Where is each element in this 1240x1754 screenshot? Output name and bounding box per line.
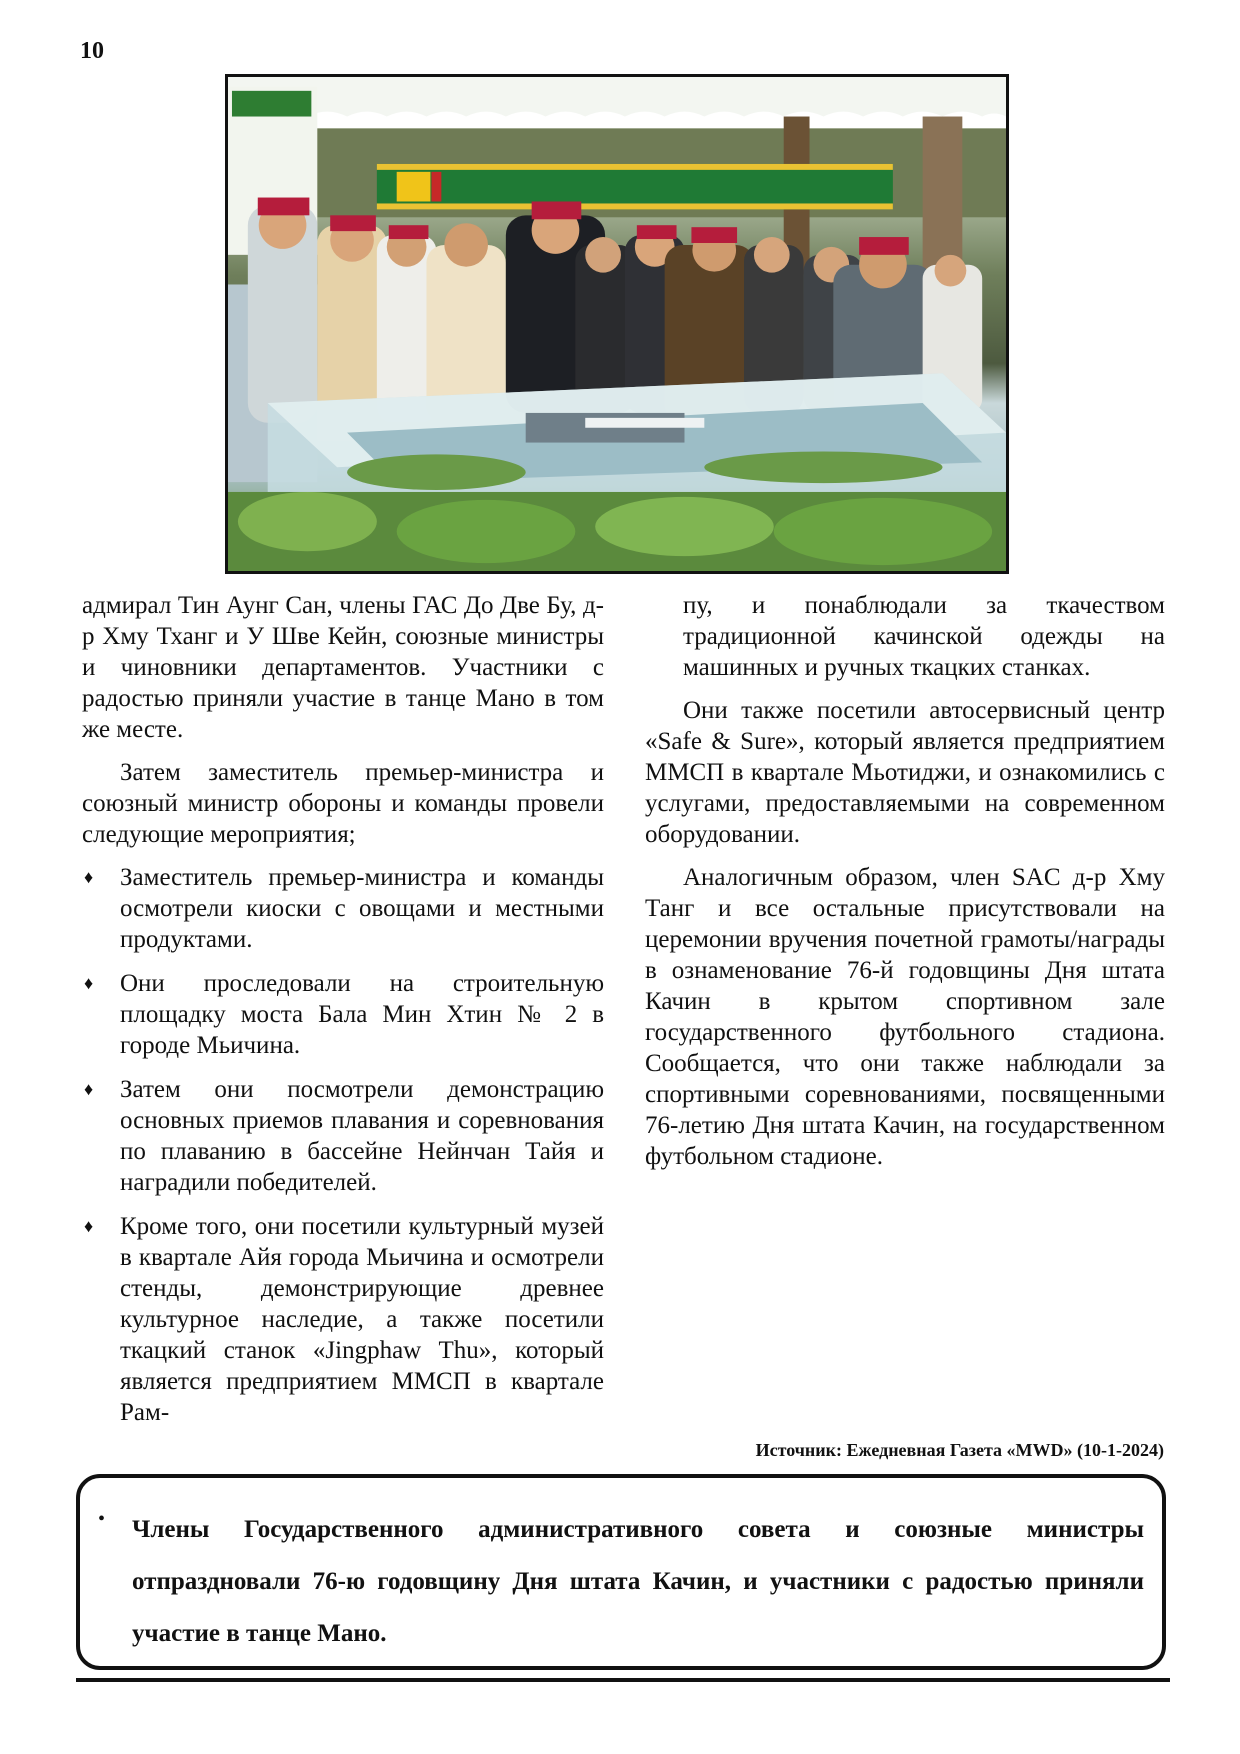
photo-illustration	[228, 77, 1006, 571]
list-item	[82, 862, 604, 955]
bottom-rule	[76, 1678, 1170, 1682]
diamond-bullet-icon: ♦	[84, 1216, 94, 1236]
list-item-text: Затем они посмотрели демонстрацию основных приемов плавания и соревнования по плаванию в бассейне Нейнчан Тайя и наградили победителей.	[120, 1076, 604, 1196]
page-number: 10	[80, 38, 104, 64]
left-paragraph-2: Затем заместитель премьер-министра и союзный министр обороны и команды провели следующие мероприятия;	[82, 759, 604, 848]
right-paragraph-2: Аналогичным образом, член SAC д-р Хму Танг и все остальные присутствовали на церемонии вручения почетной грамоты/награды в ознаменование 76-й годовщины Дня штата Качин в крытом спортивном зале государственного футбольного стадиона. Сообщается, что они также наблюдали за спортивными соревнованиями, посвященными 76-летию Дня штата Качин, на государственном футбольном стадионе.	[645, 864, 1165, 1170]
bullet-icon: •	[98, 1508, 106, 1530]
summary-text: Члены Государственного административного совета и союзные министры отпраздновали 76-ю годовщину Дня штата Качин, и участники с радостью приняли участие в танце Мано.	[132, 1516, 1144, 1647]
diamond-bullet-icon: ♦	[84, 867, 94, 887]
left-paragraph-1: адмирал Тин Аунг Сан, члены ГАС До Две Бу, д-р Хму Тханг и У Шве Кейн, союзные министры и чиновники департаментов. Участники с радостью приняли участие в танце Мано в том же месте.	[82, 592, 604, 743]
summary-box	[76, 1474, 1166, 1670]
right-column	[645, 590, 1165, 1184]
list-item	[82, 1211, 604, 1428]
list-item	[82, 968, 604, 1061]
right-continuation: пу, и понаблюдали за ткачеством традиционной качинской одежды на машинных и ручных ткацких станках.	[683, 592, 1165, 681]
source-credit: Источник: Ежедневная Газета «MWD» (10-1-2024)	[755, 1440, 1164, 1460]
list-item-text: Заместитель премьер-министра и команды осмотрели киоски с овощами и местными продуктами.	[120, 864, 604, 953]
list-item	[82, 1074, 604, 1198]
news-photo	[225, 74, 1009, 574]
diamond-bullet-icon: ♦	[84, 973, 94, 993]
list-item-text: Кроме того, они посетили культурный музей в квартале Айя города Мьичина и осмотрели стенды, демонстрирующие древнее культурное наследие, а также посетили ткацкий станок «Jingphaw Thu», который является предприятием ММСП в квартале Рам-	[120, 1213, 604, 1426]
activity-list	[82, 862, 604, 1428]
diamond-bullet-icon: ♦	[84, 1079, 94, 1099]
list-item-text: Они проследовали на строительную площадку моста Бала Мин Хтин № 2 в городе Мьичина.	[120, 970, 604, 1059]
right-paragraph-1: Они также посетили автосервисный центр «Safe & Sure», который является предприятием ММСП в квартале Мьотиджи, и ознакомились с услугами, предоставляемыми на современном оборудовании.	[645, 697, 1165, 848]
left-column	[82, 590, 604, 1441]
